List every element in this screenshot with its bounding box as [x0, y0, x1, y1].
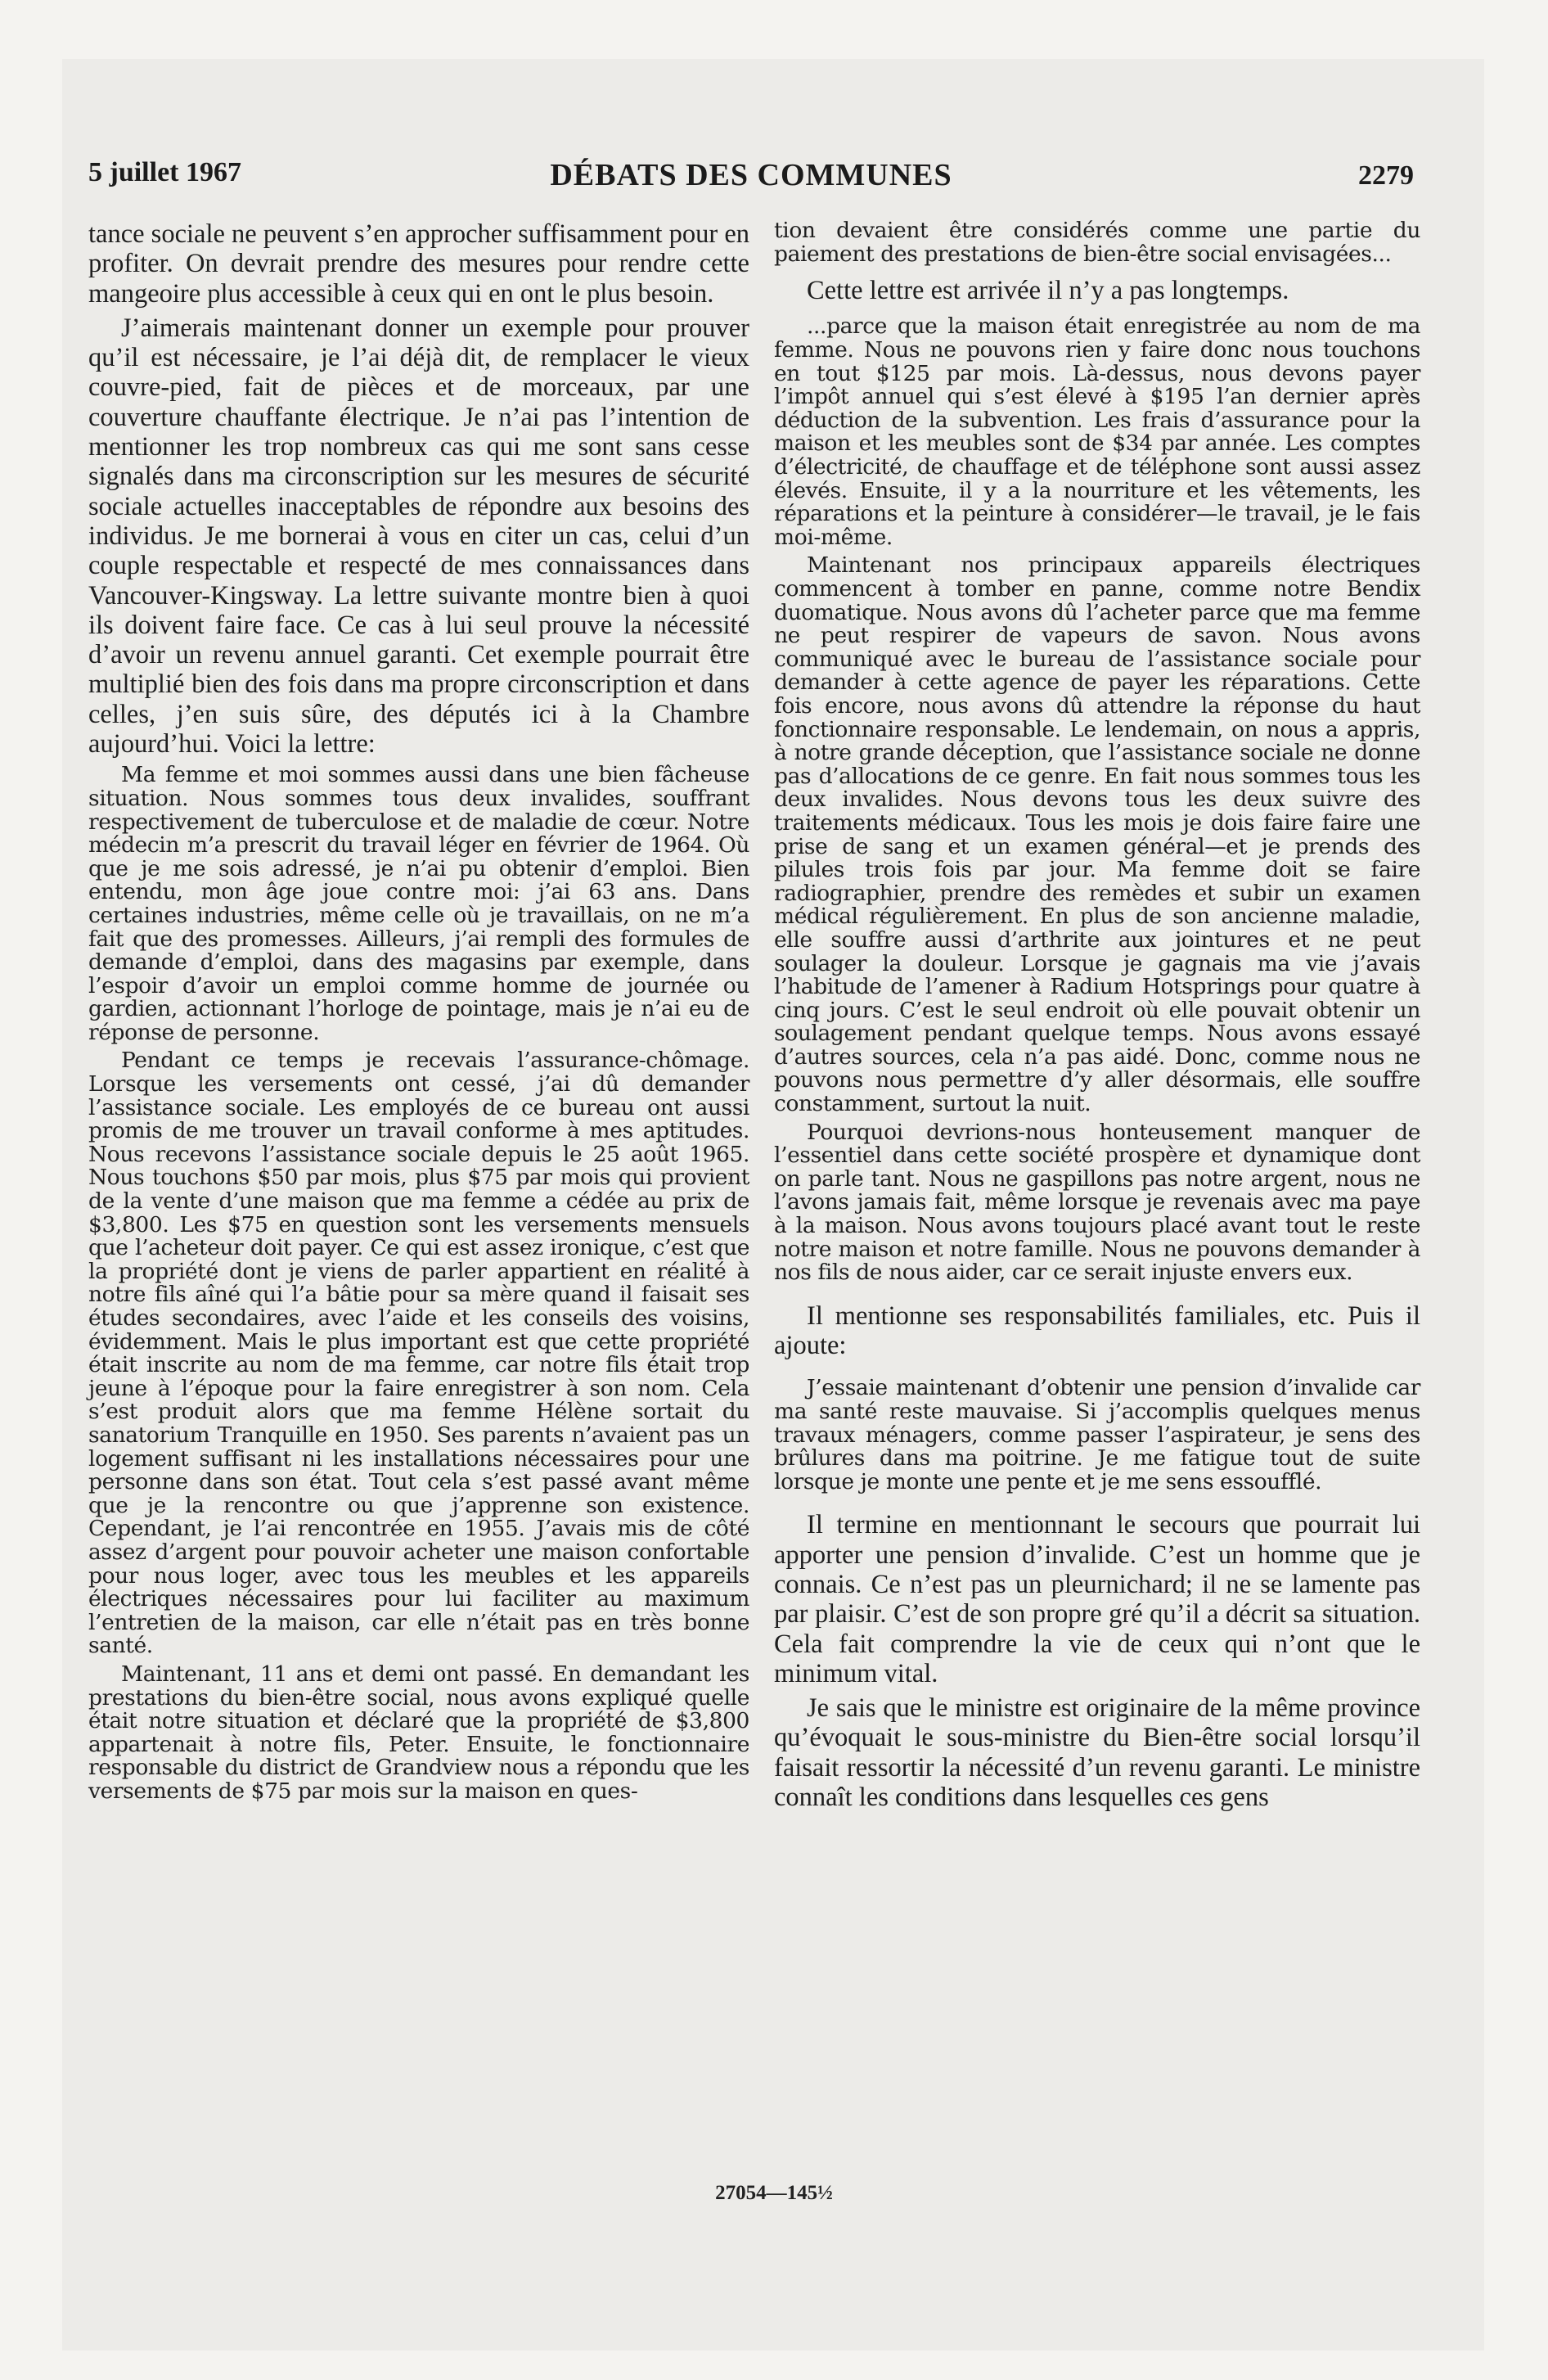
paragraph: Je sais que le ministre est originaire de la même province qu’évoquait le sous-ministre du Bien-être social lorsqu’il faisait ressortir la nécessité d’un revenu garanti. Le ministre connaît les conditions dans lesquelles ces gens [774, 1693, 1420, 1813]
footer-print-code: 27054—145½ [715, 2182, 833, 2204]
letter-quote: Pourquoi devrions-nous honteusement manquer de l’essentiel dans cette société prospère et dynamique dont on parle tant. Nous ne gaspillons pas notre argent, nous ne l’avons jamais fait, même lorsque je revenais avec ma paye à la maison. Nous avons toujours placé avant tout le reste notre maison et notre famille. Nous ne pouvons demander à nos fils de nous aider, car ce serait injuste envers eux. [774, 1119, 1420, 1286]
right-column [774, 219, 1420, 1812]
letter-quote: J’essaie maintenant d’obtenir une pension d’invalide car ma santé reste mauvaise. Si j’accomplis quelques menus travaux ménagers, comme passer l’aspirateur, je sens des brûlures dans ma poitrine. Je me fatigue tout de suite lorsque je monte une pente et je me sens essoufflé. [774, 1375, 1420, 1494]
left-column [88, 219, 749, 1803]
letter-quote: Maintenant, 11 ans et demi ont passé. En demandant les prestations du bien-être social, nous avons expliqué quelle était notre situation et déclaré que la propriété de $3,800 appartenait à notre fils, Peter. Ensuite, le fonctionnaire responsable du district de Grandview nous a répondu que les versements de $75 par mois sur la maison en ques- [88, 1661, 749, 1804]
header-date: 5 juillet 1967 [88, 157, 241, 187]
header-page-number: 2279 [1358, 160, 1414, 191]
paragraph: Il termine en mentionnant le secours que pourrait lui apporter une pension d’invalide. C’est un homme que je connais. Ce n’est pas un pleurnichard; il ne se lamente pas par plaisir. C’est de son propre gré qu’il a décrit sa situation. Cela fait comprendre la vie de ceux qui n’ont que le minimum vital. [774, 1510, 1420, 1688]
paragraph: tance sociale ne peuvent s’en approcher suffisamment pour en profiter. On devrait prendre des mesures pour rendre cette mangeoire plus accessible à ceux qui en ont le plus besoin. [88, 219, 749, 309]
letter-quote: Maintenant nos principaux appareils électriques commencent à tomber en panne, comme notre Bendix duomatique. Nous avons dû l’acheter parce que ma femme ne peut respirer de vapeurs de savon. Nous avons communiqué avec le bureau de l’assistance sociale pour demander à cette agence de payer les réparations. Cette fois encore, nous avons dû attendre la réponse du haut fonctionnaire responsable. Le lendemain, on nous a appris, à notre grande déception, que l’assistance sociale ne donne pas d’allocations de ce genre. En fait nous sommes tous les deux invalides. Nous devons tous les deux suivre des traitements médicaux. Tous les mois je dois faire faire une prise de sang et un examen général—et je prends des pilules trois fois par jour. Ma femme doit se faire radiographier, prendre des remèdes et subir un examen médical régulièrement. En plus de son ancienne maladie, elle souffre aussi d’arthrite aux jointures et ne peut soulager la douleur. Lorsque je gagnais ma vie j’avais l’habitude de l’amener à Radium Hotsprings pour quatre à cinq jours. C’est le seul endroit où elle pouvait obtenir un soulagement pendant quelque temps. Nous avons essayé d’autres sources, cela n’a pas aidé. Donc, comme nous ne pouvons nous permettre d’y aller désormais, elle souffre constamment, surtout la nuit. [774, 552, 1420, 1117]
letter-quote: Ma femme et moi sommes aussi dans une bien fâcheuse situation. Nous sommes tous deux invalides, souffrant respectivement de tuberculose et de maladie de cœur. Notre médecin m’a prescrit du travail léger en février de 1964. Où que je me sois adressé, je n’ai pu obtenir d’emploi. Bien entendu, mon âge joue contre moi: j’ai 63 ans. Dans certaines industries, même celle où je travaillais, on ne m’a fait que des promesses. Ailleurs, j’ai rempli des formules de demande d’emploi, dans des magasins par exemple, dans l’espoir d’avoir un emploi comme homme de journée ou gardien, actionnant l’horloge de pointage, mais je n’ai eu de réponse de personne. [88, 762, 749, 1045]
page-header [88, 157, 1414, 196]
letter-quote: ...parce que la maison était enregistrée au nom de ma femme. Nous ne pouvons rien y faire donc nous touchons en tout $125 par mois. Là-dessus, nous devons payer l’impôt annuel qui s’est élevé à $195 l’an dernier après déduction de la subvention. Les frais d’assurance pour la maison et les meubles sont de $34 par année. Les comptes d’électricité, de chauffage et de téléphone sont aussi assez élevés. Ensuite, il y a la nourriture et les vêtements, les réparations et la peinture à considérer—le travail, je le fais moi-même. [774, 313, 1420, 550]
paragraph: Il mentionne ses responsabilités familiales, etc. Puis il ajoute: [774, 1300, 1420, 1361]
paragraph: J’aimerais maintenant donner un exemple pour prouver qu’il est nécessaire, je l’ai déjà dit, de remplacer le vieux couvre-pied, fait de pièces et de morceaux, par une couverture chauffante électrique. Je n’ai pas l’intention de mentionner les trop nombreux cas qui me sont sans cesse signalés dans ma circonscription sur les mesures de sécurité sociale actuelles inacceptables de répondre aux besoins des individus. Je me bornerai à vous en citer un cas, celui d’un couple respectable et respecté de mes connaissances dans Vancouver-Kingsway. La lettre suivante montre bien à quoi ils doivent faire face. Ce cas à lui seul prouve la nécessité d’avoir un revenu annuel garanti. Cet exemple pourrait être multiplié bien des fois dans ma propre circonscription et dans celles, j’en suis sûre, des députés ici à la Chambre aujourd’hui. Voici la lettre: [88, 313, 749, 760]
header-title: DÉBATS DES COMMUNES [550, 158, 952, 192]
letter-quote: Pendant ce temps je recevais l’assurance-chômage. Lorsque les versements ont cessé, j’ai dû demander l’assistance sociale. Les employés de ce bureau ont aussi promis de me trouver un travail conforme à mes aptitudes. Nous recevons l’assistance sociale depuis le 25 août 1965. Nous touchons $50 par mois, plus $75 par mois qui provient de la vente d’une maison que ma femme a cédée au prix de $3,800. Les $75 en question sont les versements mensuels que l’acheteur doit payer. Ce qui est assez ironique, c’est que la propriété dont je viens de parler appartient en réalité à notre fils aîné qui l’a bâtie pour sa mère quand il faisait ses études secondaires, avec l’aide et les conseils des voisins, évidemment. Mais le plus important est que cette propriété était inscrite au nom de ma femme, car notre fils était trop jeune à l’époque pour la faire enregistrer à son nom. Cela s’est produit alors que ma femme Hélène sortait du sanatorium Tranquille en 1950. Ses parents n’avaient pas un logement suffisant ni les installations nécessaires pour une personne dans son état. Tout cela s’est passé avant même que je la rencontre ou que j’apprenne son existence. Cependant, je l’ai rencontrée en 1955. J’avais mis de côté assez d’argent pour pouvoir acheter une maison confortable pour nous loger, avec tous les meubles et les appareils électriques nécessaires pour lui faciliter au maximum l’entretien de la maison, car elle n’était pas en très bonne santé. [88, 1048, 749, 1659]
paragraph: Cette lettre est arrivée il n’y a pas longtemps. [807, 276, 1289, 306]
letter-quote: tion devaient être considérés comme une partie du paiement des prestations de bien-être social envisagées... [774, 218, 1420, 267]
